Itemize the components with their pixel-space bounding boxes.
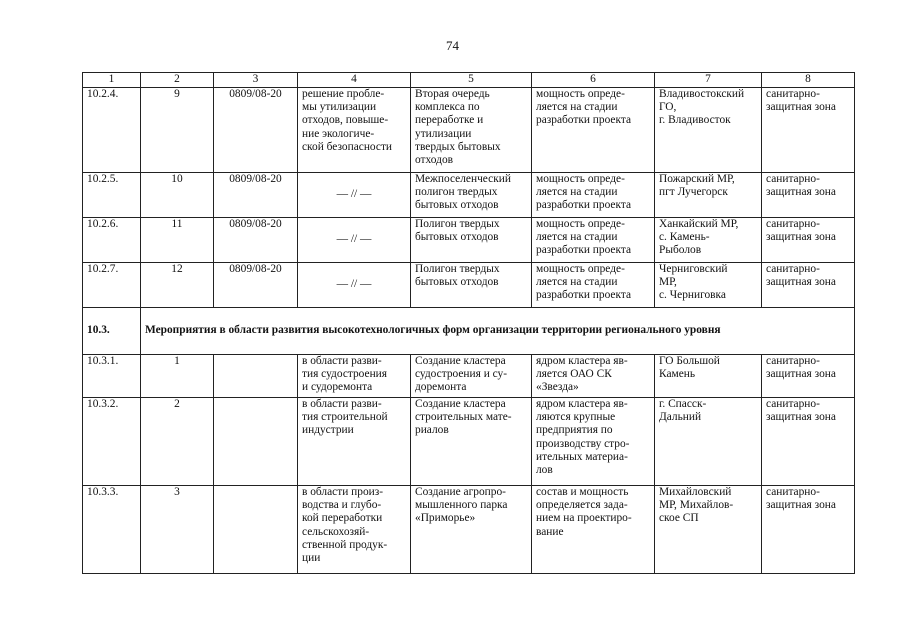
table-row — [83, 355, 855, 398]
cell-line: ительных материа- — [536, 450, 628, 463]
cell-line: судостроения и су- — [415, 368, 508, 381]
cell-line: разработки проекта — [536, 199, 632, 212]
cell-line: санитарно- — [766, 263, 820, 275]
location-cell — [655, 218, 762, 263]
cell-line: строительных мате- — [415, 411, 512, 424]
object-cell — [411, 398, 532, 486]
ditto-mark: — // — — [298, 173, 411, 218]
cell-line: защитная зона — [766, 411, 836, 424]
purpose-cell — [298, 355, 411, 398]
cell-line: полигон твердых — [415, 186, 498, 199]
cell-line: ГО, — [659, 101, 677, 114]
row-index: 2 — [141, 398, 214, 486]
cell-line: защитная зона — [766, 499, 836, 512]
row-code: 0809/08-20 — [214, 173, 298, 218]
cell-line: индустрии — [302, 424, 354, 437]
cell-line: ции — [302, 552, 321, 565]
cell-line: мощность опреде- — [536, 173, 625, 185]
header-cell: 1 — [83, 73, 141, 88]
cell-line: отходов — [415, 154, 454, 167]
zone-cell — [762, 486, 855, 574]
location-cell — [655, 355, 762, 398]
row-index: 9 — [141, 88, 214, 173]
table-row — [83, 173, 855, 218]
cell-line: Черниговский — [659, 263, 728, 275]
cell-line: защитная зона — [766, 276, 836, 289]
cell-line: определяется зада- — [536, 499, 628, 512]
object-cell — [411, 218, 532, 263]
cell-line: Создание кластера — [415, 355, 506, 367]
cell-line: ляется на стадии — [536, 186, 618, 199]
cell-line: г. Владивосток — [659, 114, 731, 127]
object-cell — [411, 355, 532, 398]
cell-line: ляются крупные — [536, 411, 616, 424]
row-code — [214, 486, 298, 574]
cell-line: Создание агропро- — [415, 486, 506, 498]
capacity-cell — [532, 355, 655, 398]
cell-line: водства и глубо- — [302, 499, 382, 512]
capacity-cell — [532, 88, 655, 173]
cell-line: «Приморье» — [415, 512, 476, 525]
cell-line: МР, Михайлов- — [659, 499, 734, 512]
zone-cell — [762, 218, 855, 263]
cell-line: ядром кластера яв- — [536, 355, 628, 367]
cell-line: мощность опреде- — [536, 88, 625, 100]
row-index: 10 — [141, 173, 214, 218]
purpose-cell — [298, 398, 411, 486]
cell-line: Дальний — [659, 411, 702, 424]
cell-line: санитарно- — [766, 398, 820, 410]
capacity-cell — [532, 173, 655, 218]
row-number: 10.3.3. — [83, 486, 141, 574]
cell-line: вание — [536, 525, 564, 538]
cell-line: разработки проекта — [536, 289, 632, 302]
location-cell — [655, 398, 762, 486]
header-cell: 4 — [298, 73, 411, 88]
cell-line: мощность опреде- — [536, 218, 625, 230]
row-code: 0809/08-20 — [214, 263, 298, 308]
cell-line: Вторая очередь — [415, 88, 490, 100]
cell-line: твердых бытовых — [415, 140, 501, 153]
cell-line: разработки проекта — [536, 244, 632, 257]
row-number: 10.2.4. — [83, 88, 141, 173]
cell-line: санитарно- — [766, 88, 820, 100]
cell-line: защитная зона — [766, 101, 836, 114]
row-number: 10.3.2. — [83, 398, 141, 486]
zone-cell — [762, 263, 855, 308]
cell-line: ядром кластера яв- — [536, 398, 628, 410]
cell-line: производству стро- — [536, 437, 630, 450]
cell-line: в области разви- — [302, 398, 382, 410]
purpose-cell — [298, 486, 411, 574]
cell-line: МР, — [659, 276, 677, 289]
table-row — [83, 486, 855, 574]
cell-line: защитная зона — [766, 231, 836, 244]
cell-line: тия судостроения — [302, 368, 388, 381]
capacity-cell — [532, 398, 655, 486]
cell-line: Михайловский — [659, 486, 732, 498]
cell-line: отходов, повыше- — [302, 114, 389, 127]
capacity-cell — [532, 263, 655, 308]
header-cell: 8 — [762, 73, 855, 88]
cell-line: комплекса по — [415, 101, 480, 114]
section-number: 10.3. — [83, 308, 141, 355]
page-number: 74 — [446, 38, 459, 53]
location-cell — [655, 173, 762, 218]
header-row — [83, 73, 855, 88]
location-cell — [655, 486, 762, 574]
cell-line: «Звезда» — [536, 381, 579, 394]
row-number: 10.3.1. — [83, 355, 141, 398]
row-code — [214, 398, 298, 486]
header-cell: 3 — [214, 73, 298, 88]
cell-line: санитарно- — [766, 486, 820, 498]
zone-cell — [762, 88, 855, 173]
cell-line: мы утилизации — [302, 101, 377, 114]
cell-line: состав и мощность — [536, 486, 629, 498]
cell-line: с. Черниговка — [659, 289, 726, 302]
cell-line: ляется ОАО СК — [536, 368, 612, 381]
row-index: 12 — [141, 263, 214, 308]
cell-line: ской безопасности — [302, 140, 393, 153]
cell-line: пгт Лучегорск — [659, 186, 728, 199]
row-code: 0809/08-20 — [214, 218, 298, 263]
cell-line: бытовых отходов — [415, 199, 499, 212]
cell-line: ляется на стадии — [536, 231, 618, 244]
cell-line: ние экологиче- — [302, 127, 375, 140]
ditto-mark: — // — — [298, 218, 411, 263]
table-row — [83, 218, 855, 263]
table-row — [83, 398, 855, 486]
location-cell — [655, 88, 762, 173]
section-row — [83, 308, 855, 355]
cell-line: нием на проектиро- — [536, 512, 632, 525]
row-index: 3 — [141, 486, 214, 574]
object-cell — [411, 88, 532, 173]
cell-line: Рыболов — [659, 244, 702, 257]
cell-line: переработке и — [415, 114, 484, 127]
header-cell: 2 — [141, 73, 214, 88]
row-index: 11 — [141, 218, 214, 263]
object-cell — [411, 263, 532, 308]
cell-line: в области разви- — [302, 355, 382, 367]
cell-line: ГО Большой — [659, 355, 720, 367]
cell-line: ственной продук- — [302, 538, 388, 551]
object-cell — [411, 486, 532, 574]
cell-line: Ханкайский МР, — [659, 218, 739, 230]
cell-line: г. Спасск- — [659, 398, 707, 410]
cell-line: ское СП — [659, 512, 699, 525]
header-cell: 7 — [655, 73, 762, 88]
cell-line: санитарно- — [766, 355, 820, 367]
row-number: 10.2.6. — [83, 218, 141, 263]
cell-line: ляется на стадии — [536, 101, 618, 114]
cell-line: разработки проекта — [536, 114, 632, 127]
table-row — [83, 263, 855, 308]
cell-line: ляется на стадии — [536, 276, 618, 289]
cell-line: Пожарский МР, — [659, 173, 735, 185]
cell-line: доремонта — [415, 381, 467, 394]
section-title: Мероприятия в области развития высокотехнологичных форм организации территории регионального уровня — [141, 308, 855, 355]
ditto-mark: — // — — [298, 263, 411, 308]
cell-line: мощность опреде- — [536, 263, 625, 275]
cell-line: кой переработки — [302, 512, 383, 525]
zone-cell — [762, 355, 855, 398]
row-index: 1 — [141, 355, 214, 398]
purpose-cell — [298, 88, 411, 173]
cell-line: с. Камень- — [659, 231, 710, 244]
cell-line: предприятия по — [536, 424, 613, 437]
cell-line: Полигон твердых — [415, 263, 500, 275]
cell-line: решение пробле- — [302, 88, 385, 100]
capacity-cell — [532, 218, 655, 263]
capacity-cell — [532, 486, 655, 574]
zone-cell — [762, 398, 855, 486]
object-cell — [411, 173, 532, 218]
row-number: 10.2.7. — [83, 263, 141, 308]
cell-line: защитная зона — [766, 186, 836, 199]
cell-line: Полигон твердых — [415, 218, 500, 230]
cell-line: Межпоселенческий — [415, 173, 511, 185]
cell-line: санитарно- — [766, 218, 820, 230]
cell-line: Создание кластера — [415, 398, 506, 410]
cell-line: санитарно- — [766, 173, 820, 185]
cell-line: защитная зона — [766, 368, 836, 381]
cell-line: мышленного парка — [415, 499, 508, 512]
cell-line: утилизации — [415, 127, 472, 140]
cell-line: сельскохозяй- — [302, 525, 370, 538]
row-code — [214, 355, 298, 398]
table-row — [83, 88, 855, 173]
header-cell: 5 — [411, 73, 532, 88]
cell-line: бытовых отходов — [415, 231, 499, 244]
cell-line: тия строительной — [302, 411, 388, 424]
measures-table — [82, 72, 855, 574]
header-cell: 6 — [532, 73, 655, 88]
cell-line: Владивостокский — [659, 88, 745, 100]
row-number: 10.2.5. — [83, 173, 141, 218]
cell-line: риалов — [415, 424, 449, 437]
cell-line: лов — [536, 464, 553, 477]
cell-line: и судоремонта — [302, 381, 373, 394]
zone-cell — [762, 173, 855, 218]
cell-line: бытовых отходов — [415, 276, 499, 289]
row-code: 0809/08-20 — [214, 88, 298, 173]
location-cell — [655, 263, 762, 308]
cell-line: в области произ- — [302, 486, 384, 498]
cell-line: Камень — [659, 368, 696, 381]
